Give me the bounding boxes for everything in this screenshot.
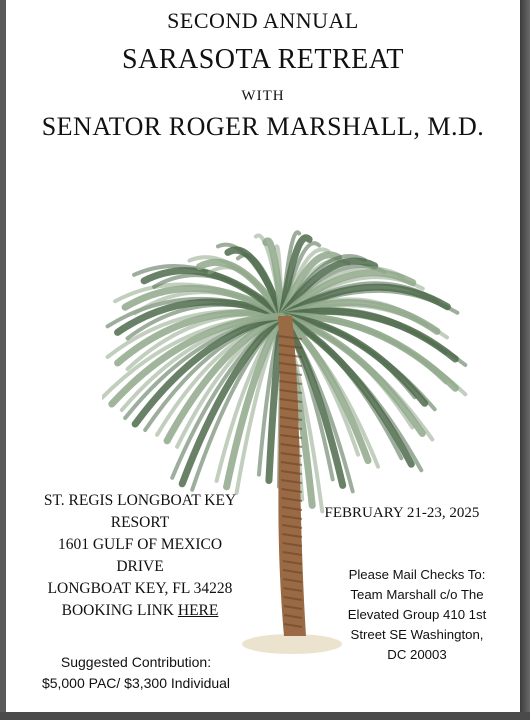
header-with: WITH (241, 88, 285, 104)
mail-address-1: Elevated Group 410 1st (347, 607, 487, 622)
booking-link[interactable]: HERE (177, 602, 219, 619)
mail-checks-block (322, 565, 512, 665)
venue-name: ST. REGIS LONGBOAT KEY (43, 492, 237, 509)
header-senator-name: SENATOR ROGER MARSHALL, M.D. (41, 112, 485, 141)
page-bottom-shadow (0, 712, 530, 720)
venue-city: LONGBOAT KEY, FL 34228 (47, 580, 233, 597)
venue-block (26, 490, 254, 622)
booking-line (26, 600, 254, 622)
venue-street: 1601 GULF OF MEXICO (57, 536, 223, 553)
contribution-label: Suggested Contribution: (60, 654, 212, 670)
contribution-block (6, 652, 266, 694)
header-event-name: SARASOTA RETREAT (122, 44, 404, 75)
contribution-amounts: $5,000 PAC/ $3,300 Individual (41, 675, 231, 691)
header-second-annual: SECOND ANNUAL (167, 8, 359, 33)
booking-label: BOOKING LINK (61, 602, 178, 619)
page-edge-shadow (520, 0, 530, 720)
mail-address-2: Street SE Washington, (350, 627, 484, 642)
event-dates: FEBRUARY 21-23, 2025 (324, 505, 480, 521)
mail-heading: Please Mail Checks To: (348, 567, 486, 582)
mail-payee: Team Marshall c/o The (350, 587, 484, 602)
venue-name-cont: RESORT (110, 514, 170, 531)
flyer-page (6, 0, 520, 712)
mail-address-3: DC 20003 (387, 647, 447, 662)
venue-street-cont: DRIVE (116, 558, 164, 575)
